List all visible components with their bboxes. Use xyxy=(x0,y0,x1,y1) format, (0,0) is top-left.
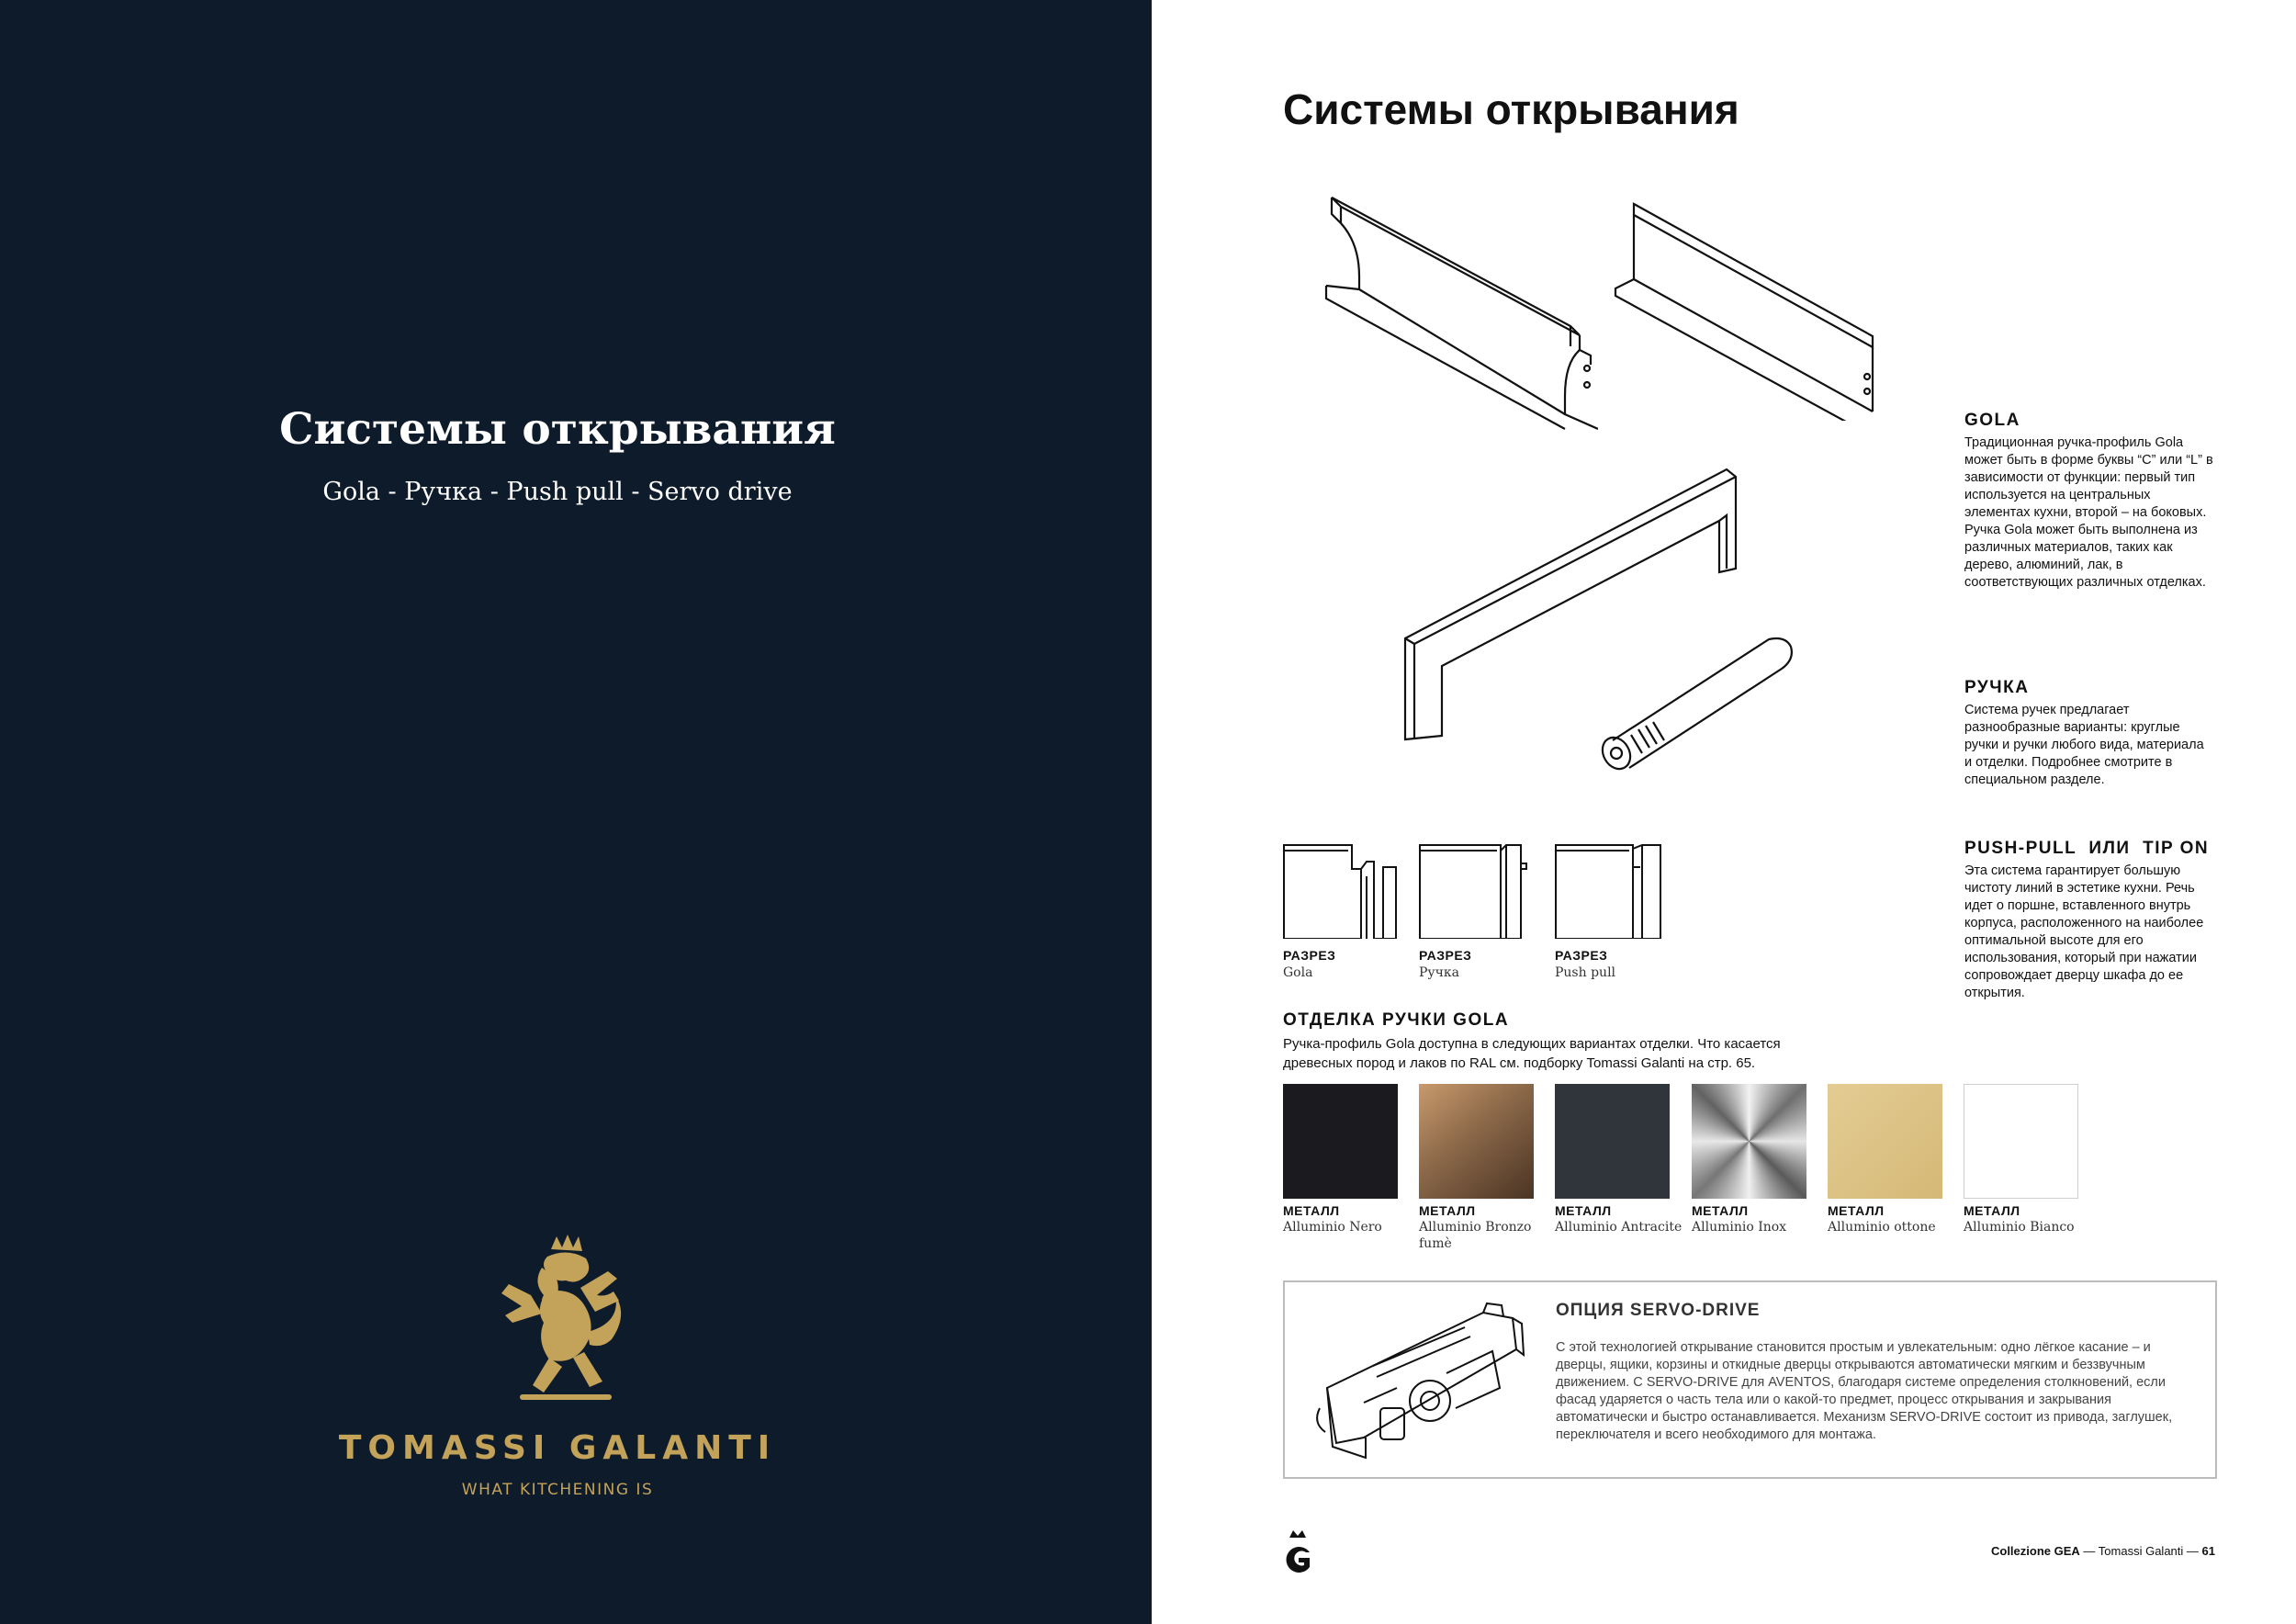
swatch-alluminio-nero xyxy=(1283,1084,1398,1199)
swatch-name: Alluminio Bronzo fumè xyxy=(1419,1220,1532,1251)
footer-separator: — xyxy=(2083,1544,2096,1558)
footer-brand: Tomassi Galanti xyxy=(2098,1544,2184,1558)
gola-c-profile-illustration xyxy=(1322,188,1598,445)
section-gola-label: РАЗРЕЗ xyxy=(1283,948,1336,963)
g-monogram-logo-icon xyxy=(1282,1528,1313,1576)
section-gola-drawing xyxy=(1282,843,1400,939)
swatch-label: МЕТАЛЛ xyxy=(1283,1203,1340,1218)
footer-separator: — xyxy=(2186,1544,2199,1558)
pushpull-heading: PUSH-PULL ИЛИ TIP ON xyxy=(1964,839,2210,858)
section-gola-name: Gola xyxy=(1283,965,1313,980)
finish-title: ОТДЕЛКА РУЧКИ GOLA xyxy=(1283,1010,1510,1030)
swatch-alluminio-inox xyxy=(1692,1084,1806,1199)
swatch-alluminio-antracite xyxy=(1555,1084,1670,1199)
lion-crest-logo-icon xyxy=(459,1231,661,1415)
gola-heading: GOLA xyxy=(1964,411,2020,430)
footer-collection: Collezione GEA xyxy=(1990,1544,2080,1558)
swatch-label: МЕТАЛЛ xyxy=(1692,1203,1749,1218)
swatch-name: Alluminio Inox xyxy=(1692,1220,1787,1235)
ruchka-heading: РУЧКА xyxy=(1964,678,2030,697)
swatch-alluminio-bianco xyxy=(1964,1084,2078,1199)
swatch-label: МЕТАЛЛ xyxy=(1828,1203,1885,1218)
swatch-name: Alluminio Bianco xyxy=(1964,1220,2075,1235)
ruchka-text: Система ручек предлагает разнообразные варианты: круглые ручки и ручки любого вида, материала и отделки. Подробнее смотрите в специальном разделе. xyxy=(1964,703,2204,787)
brand-name: TOMASSI GALANTI xyxy=(338,1429,777,1467)
swatch-name: Alluminio Nero xyxy=(1283,1220,1382,1235)
swatch-name: Alluminio Antracite xyxy=(1555,1220,1683,1235)
section-pushpull-label: РАЗРЕЗ xyxy=(1555,948,1608,963)
swatch-label: МЕТАЛЛ xyxy=(1555,1203,1612,1218)
gola-l-profile-illustration xyxy=(1612,200,1887,421)
servo-text: С этой технологией открывание становится простым и увлекательным: одно лёгкое касание – и дверцы, ящики, корзины и откидные дверцы открываются автоматически мягким и беззвучным движением. С SERVO-DRIVE для AVENTOS, благодаря системе определения столкновений, если фасад ударяется о часть тела или о какой-то предмет, процесс открывания и закрывания автоматически и быстро останавливается. Механизм SERVO-DRIVE состоит из привода, заглушек, переключателя и всего необходимого для монтажа. xyxy=(1556,1340,2173,1442)
page-number: 61 xyxy=(2201,1544,2215,1558)
gola-text: Традиционная ручка-профиль Gola может быть в форме буквы “C” или “L” в зависимости от функции: первый тип используется на центральных элементах кухни, второй – на боковых. Ручка Gola может быть выполнена из различных материалов, таких как дерево, алюминий, лак, в соответствующих различных отделках. xyxy=(1964,435,2213,590)
section-ruchka-name: Ручка xyxy=(1419,965,1460,980)
brand-tagline: WHAT KITCHENING IS xyxy=(461,1481,654,1499)
swatch-label: МЕТАЛЛ xyxy=(1419,1203,1476,1218)
pushpull-text: Эта система гарантирует большую чистоту линий в эстетике кухни. Речь идет о поршне, вставленного внутрь корпуса, расположенного на наиболее оптимальной высоте для его использования, который при нажатии сопровождает дверцу шкафа до ее открытия. xyxy=(1964,863,2204,1000)
cover-title: Системы открывания xyxy=(279,404,836,455)
page-title: Системы открывания xyxy=(1283,85,1739,133)
swatch-label: МЕТАЛЛ xyxy=(1964,1203,2020,1218)
push-pull-piston-illustration xyxy=(1589,634,1800,781)
finish-text: Ручка-профиль Gola доступна в следующих вариантах отделки. Что касается древесных пород и лаков по RAL см. подборку Tomassi Galanti на стр. 65. xyxy=(1283,1036,1781,1071)
servo-title: ОПЦИЯ SERVO-DRIVE xyxy=(1556,1301,1761,1320)
servo-drive-unit-illustration xyxy=(1309,1300,1529,1465)
section-ruchka-label: РАЗРЕЗ xyxy=(1419,948,1472,963)
cover-subtitle: Gola - Ручка - Push pull - Servo drive xyxy=(322,478,793,506)
swatch-alluminio-bronzo xyxy=(1419,1084,1534,1199)
swatch-alluminio-ottone xyxy=(1828,1084,1942,1199)
swatch-name: Alluminio ottone xyxy=(1828,1220,1936,1235)
section-pushpull-name: Push pull xyxy=(1555,965,1616,980)
page-footer xyxy=(1883,1544,2215,1558)
section-ruchka-drawing xyxy=(1418,843,1536,939)
section-pushpull-drawing xyxy=(1554,843,1671,939)
